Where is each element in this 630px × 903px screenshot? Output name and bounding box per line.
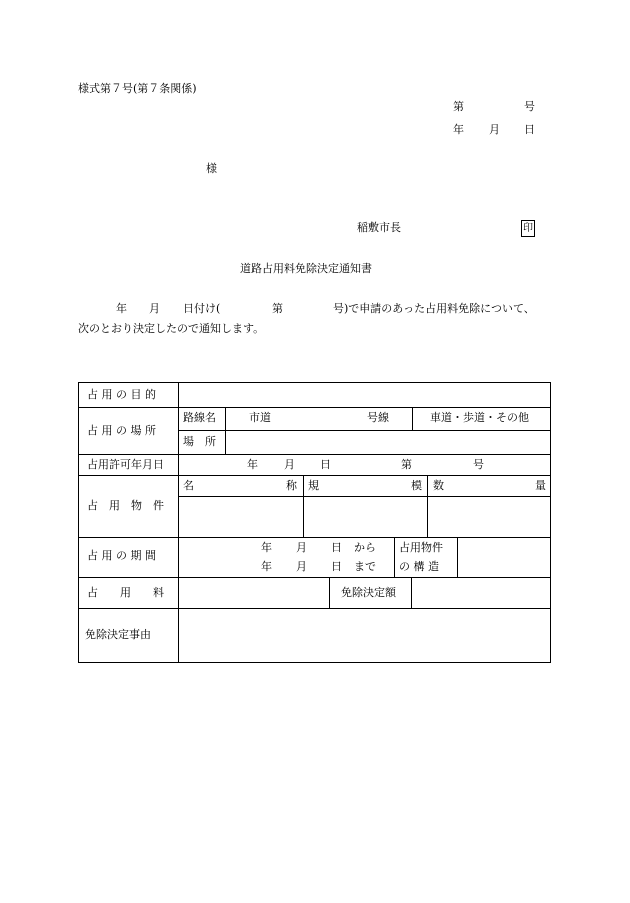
road-type-options: 車道・歩道・その他: [430, 411, 529, 424]
table-rule: [457, 537, 458, 577]
column-header-spec-2: 模: [411, 479, 422, 492]
table-rule: [329, 577, 330, 608]
issue-date-month: 月: [489, 123, 500, 136]
form-number-label: 様式第７号(第７条関係): [78, 82, 197, 95]
permit-year: 年: [247, 458, 258, 471]
body-line1-rest: 号)で申請のあった占用料免除について、: [333, 302, 535, 315]
column-header-quantity-2: 量: [535, 479, 546, 492]
issue-date-year: 年: [453, 123, 464, 136]
period-to-month: 月: [296, 560, 307, 573]
body-line2: 次のとおり決定したので通知します。: [78, 322, 265, 335]
place-label: 占 用 の 場 所: [87, 424, 156, 437]
period-to-year: 年: [261, 560, 272, 573]
fee-label: 占 用 料: [87, 586, 164, 599]
document-number-dai: 第: [453, 100, 464, 113]
column-header-spec-1: 規: [308, 479, 319, 492]
exemption-amount-label: 免除決定額: [341, 586, 396, 599]
permit-dai: 第: [401, 458, 412, 471]
exemption-amount-field[interactable]: [412, 578, 550, 608]
period-from-suffix: から: [354, 541, 376, 554]
table-rule: [394, 537, 395, 577]
fee-field[interactable]: [179, 578, 329, 608]
reason-field[interactable]: [179, 609, 550, 662]
seal-box: 印: [521, 220, 535, 237]
table-rule: [427, 475, 428, 537]
column-header-name: [183, 479, 297, 493]
permit-date-label: 占用許可年月日: [87, 458, 164, 471]
column-header-spec: [308, 479, 422, 493]
addressee-suffix: 様: [206, 162, 217, 175]
body-dai: 第: [272, 302, 283, 315]
table-rule: [79, 475, 550, 476]
permit-go: 号: [473, 458, 484, 471]
purpose-field[interactable]: [179, 384, 550, 407]
table-rule: [178, 496, 550, 497]
city-road-label: 市道: [249, 411, 271, 424]
period-label: 占 用 の 期 間: [87, 549, 156, 562]
permit-day: 日: [320, 458, 331, 471]
document-title: 道路占用料免除決定通知書: [240, 262, 372, 275]
structure-label-1: 占用物件: [399, 541, 443, 554]
column-header-name-2: 称: [286, 479, 297, 492]
reason-label: 免除決定事由: [85, 628, 151, 641]
period-from-year: 年: [261, 541, 272, 554]
issuer-name: 稲敷市長: [357, 221, 401, 234]
permit-month: 月: [284, 458, 295, 471]
route-name-label: 路線名: [183, 411, 216, 424]
body-month: 月: [149, 302, 160, 315]
period-to-suffix: まで: [354, 560, 376, 573]
table-rule: [412, 407, 413, 430]
exemption-table: [78, 382, 551, 663]
document-number-go: 号: [524, 100, 535, 113]
period-from-month: 月: [296, 541, 307, 554]
table-rule: [79, 454, 550, 455]
route-number-label: 号線: [367, 411, 389, 424]
location-label: 場 所: [183, 435, 216, 448]
table-rule: [303, 475, 304, 537]
column-header-quantity-1: 数: [433, 479, 444, 492]
period-to-day: 日: [331, 560, 342, 573]
table-rule: [79, 407, 550, 408]
table-rule: [79, 537, 550, 538]
structure-label-2: の 構 造: [399, 560, 439, 573]
object-label: 占 用 物 件: [87, 499, 164, 512]
period-from-day: 日: [331, 541, 342, 554]
column-header-quantity: [433, 479, 546, 493]
body-day-dated: 日付け(: [183, 302, 221, 315]
body-year: 年: [116, 302, 127, 315]
column-header-name-1: 名: [183, 479, 194, 492]
purpose-label: 占 用 の 目 的: [87, 388, 156, 401]
location-field[interactable]: [226, 431, 550, 454]
issue-date-day: 日: [524, 123, 535, 136]
